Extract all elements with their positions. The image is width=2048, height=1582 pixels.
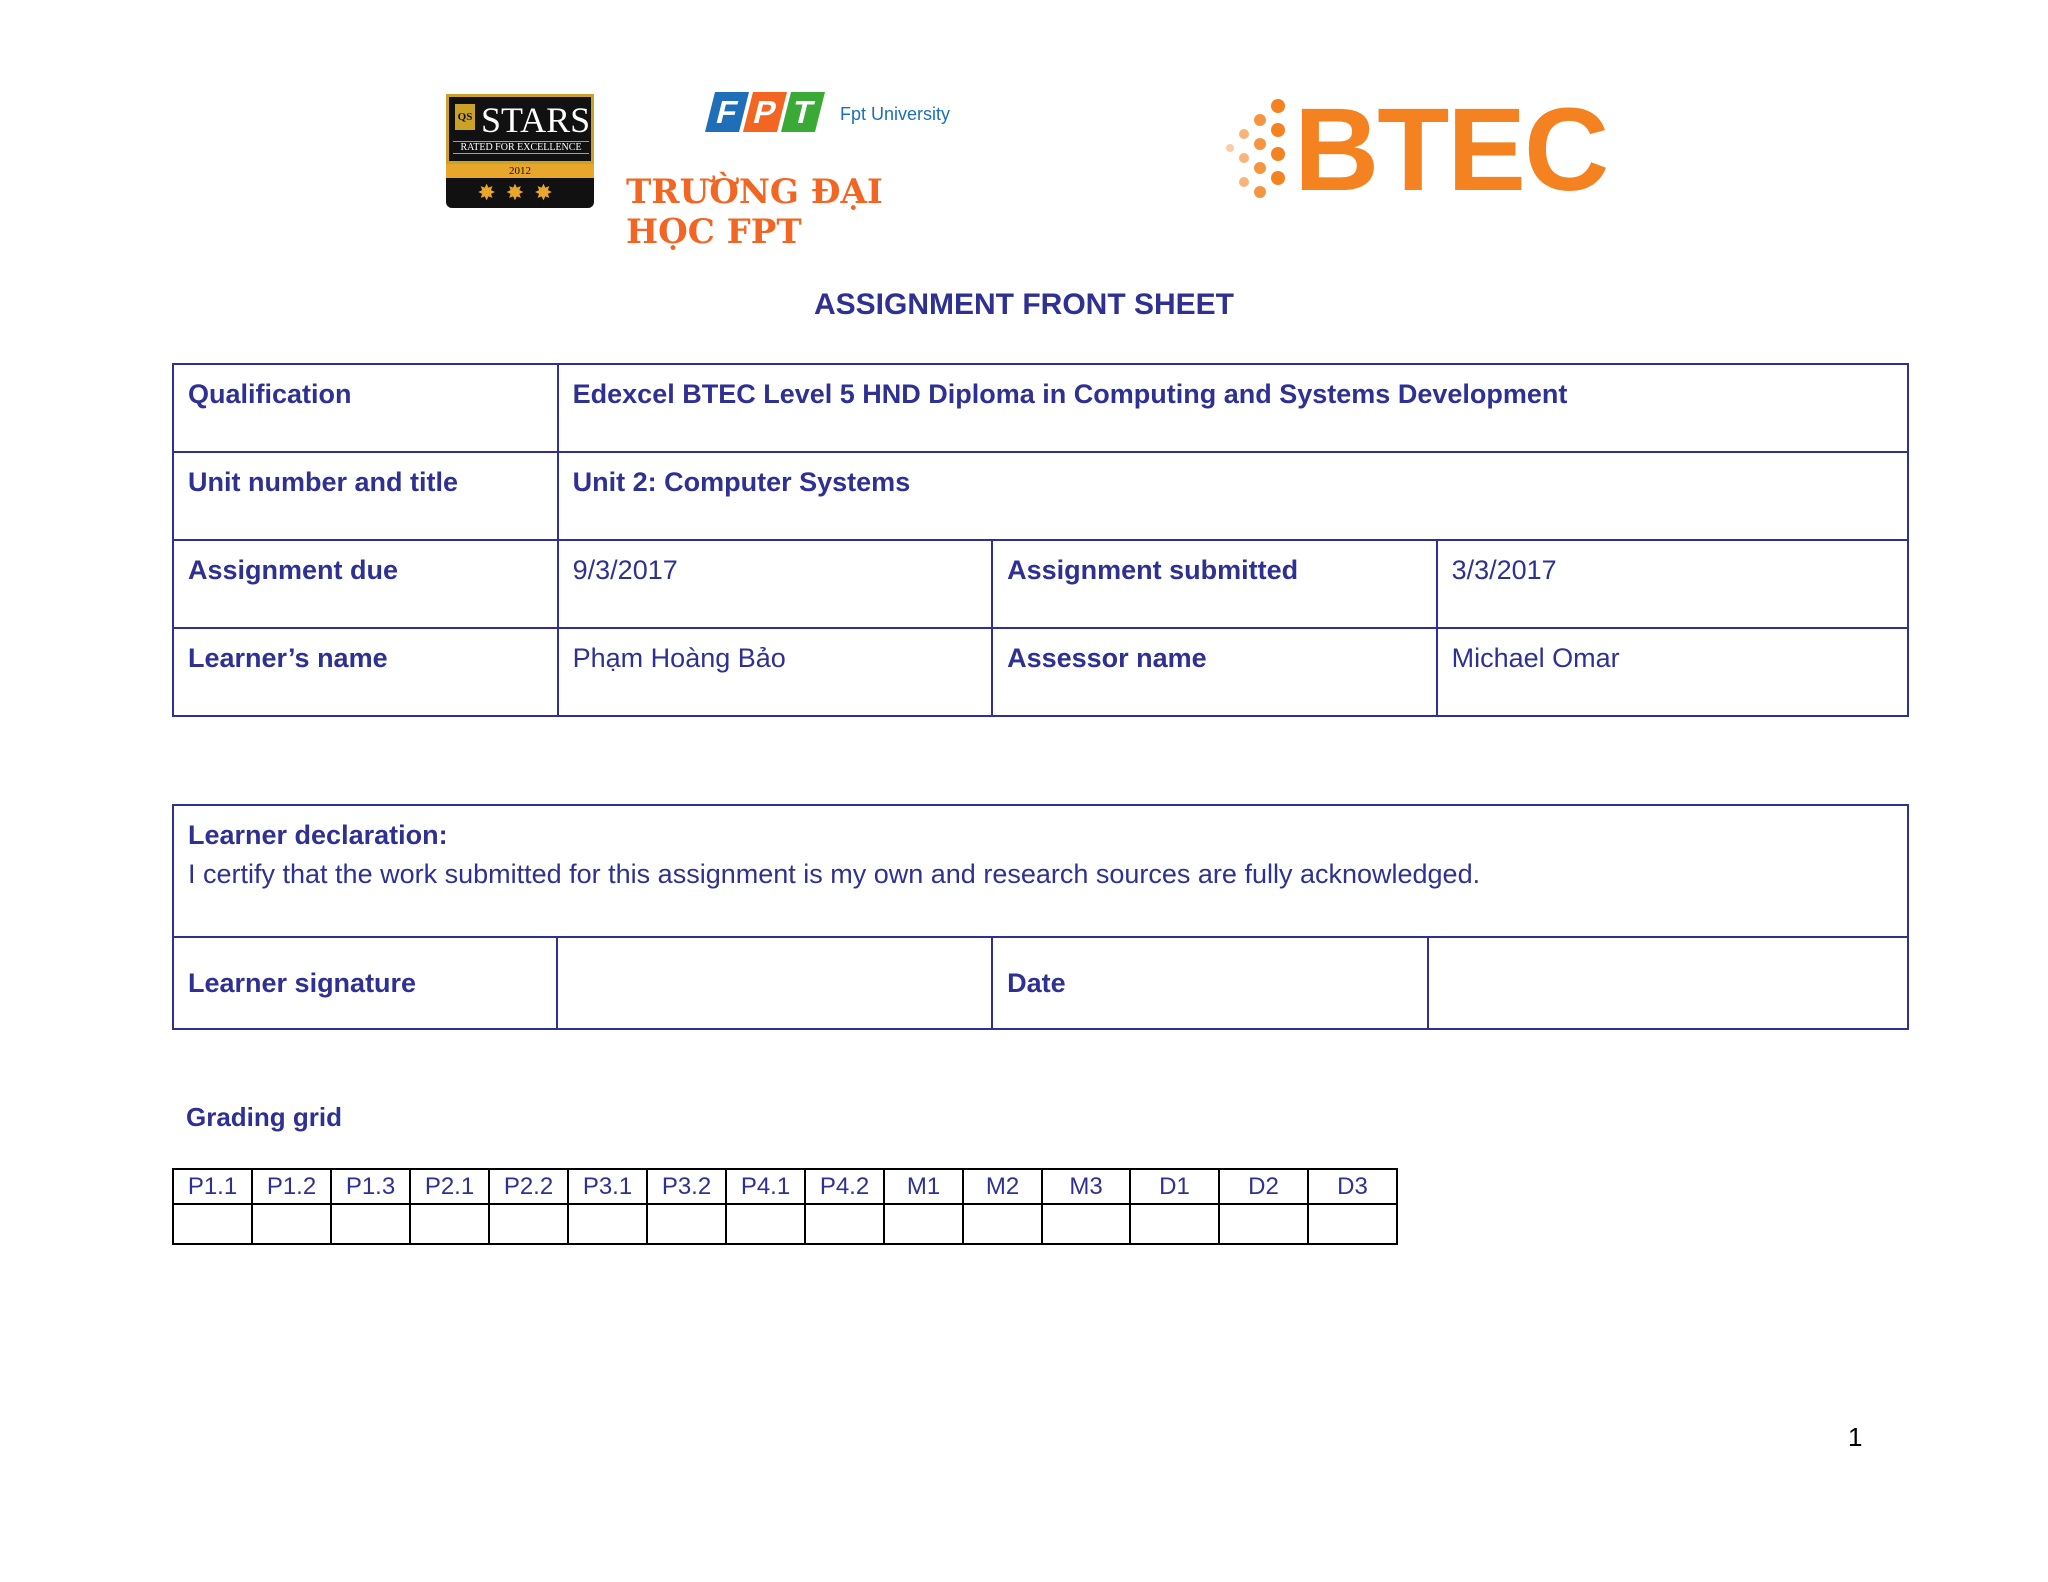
btec-word: BTEC (1294, 84, 1608, 216)
signature-label: Learner signature (173, 937, 557, 1029)
qualification-label: Qualification (173, 364, 558, 452)
grade-criterion-p1-1: P1.1 (173, 1169, 252, 1204)
grade-cell-m2[interactable] (963, 1204, 1042, 1244)
fpt-subtitle: Fpt University (840, 104, 951, 124)
signature-field[interactable] (557, 937, 992, 1029)
grade-cell-p2-1[interactable] (410, 1204, 489, 1244)
grade-cell-m3[interactable] (1042, 1204, 1130, 1244)
assignment-submitted-label: Assignment submitted (992, 540, 1437, 628)
date-label: Date (992, 937, 1428, 1029)
grading-grid-label: Grading grid (186, 1102, 342, 1132)
grade-criterion-p1-2: P1.2 (252, 1169, 331, 1204)
grade-criterion-d1: D1 (1130, 1169, 1219, 1204)
btec-logo (1216, 84, 1616, 220)
page-title: ASSIGNMENT FRONT SHEET (813, 288, 1234, 321)
grading-grid (172, 1168, 1398, 1245)
grade-criterion-m2: M2 (963, 1169, 1042, 1204)
qs-stars-logo (446, 94, 594, 208)
grade-criterion-m3: M3 (1042, 1169, 1130, 1204)
grade-criterion-p4-2: P4.2 (805, 1169, 884, 1204)
grade-cell-p1-2[interactable] (252, 1204, 331, 1244)
grade-cell-p4-2[interactable] (805, 1204, 884, 1244)
grade-cell-p4-1[interactable] (726, 1204, 805, 1244)
grade-criterion-p2-1: P2.1 (410, 1169, 489, 1204)
grade-cell-d3[interactable] (1308, 1204, 1397, 1244)
grade-cell-d2[interactable] (1219, 1204, 1308, 1244)
grade-cell-p3-1[interactable] (568, 1204, 647, 1244)
btec-dots-icon (1216, 90, 1296, 210)
page-number: 1 (1848, 1422, 1863, 1452)
qualification-value: Edexcel BTEC Level 5 HND Diploma in Computing and Systems Development (558, 364, 1908, 452)
grade-cell-p1-1[interactable] (173, 1204, 252, 1244)
declaration-text: I certify that the work submitted for this assignment is my own and research sources are fully acknowledged. (188, 859, 1481, 889)
learner-name-value: Phạm Hoàng Bảo (558, 628, 992, 716)
grade-criterion-d2: D2 (1219, 1169, 1308, 1204)
assignment-submitted-value: 3/3/2017 (1437, 540, 1908, 628)
qs-stars-word: STARS (481, 100, 591, 140)
qs-stars-top (446, 94, 594, 164)
header-logos (0, 84, 2048, 252)
declaration-cell (173, 805, 1908, 937)
fpt-tile-f: F (705, 92, 749, 132)
fpt-tiles (710, 92, 824, 132)
assignment-info-table (172, 363, 1909, 717)
assignment-due-label: Assignment due (173, 540, 558, 628)
grade-criterion-p1-3: P1.3 (331, 1169, 410, 1204)
fpt-university-logo (626, 92, 976, 252)
learner-declaration-table (172, 804, 1909, 1030)
fpt-vietnamese-name: TRƯỜNG ĐẠI HỌC FPT (626, 172, 883, 252)
grade-cell-p1-3[interactable] (331, 1204, 410, 1244)
assessor-name-value: Michael Omar (1437, 628, 1908, 716)
fpt-tile-t: T (781, 92, 825, 132)
qs-tagline: RATED FOR EXCELLENCE (453, 141, 589, 154)
unit-label: Unit number and title (173, 452, 558, 540)
grade-criterion-p2-2: P2.2 (489, 1169, 568, 1204)
qs-badge: QS (455, 104, 475, 130)
qs-stars-icon: ✸✸✸ (446, 178, 594, 208)
unit-value: Unit 2: Computer Systems (558, 452, 1908, 540)
grade-criterion-p3-1: P3.1 (568, 1169, 647, 1204)
assignment-due-value: 9/3/2017 (558, 540, 992, 628)
grade-cell-d1[interactable] (1130, 1204, 1219, 1244)
learner-name-label: Learner’s name (173, 628, 558, 716)
grade-cell-p3-2[interactable] (647, 1204, 726, 1244)
assessor-name-label: Assessor name (992, 628, 1437, 716)
grade-cell-m1[interactable] (884, 1204, 963, 1244)
grade-criterion-p4-1: P4.1 (726, 1169, 805, 1204)
declaration-label: Learner declaration: (188, 820, 448, 850)
grade-criterion-m1: M1 (884, 1169, 963, 1204)
qs-year: 2012 (446, 164, 594, 178)
grade-criterion-p3-2: P3.2 (647, 1169, 726, 1204)
grade-cell-p2-2[interactable] (489, 1204, 568, 1244)
date-field[interactable] (1428, 937, 1908, 1029)
grade-criterion-d3: D3 (1308, 1169, 1397, 1204)
fpt-tile-p: P (743, 92, 787, 132)
